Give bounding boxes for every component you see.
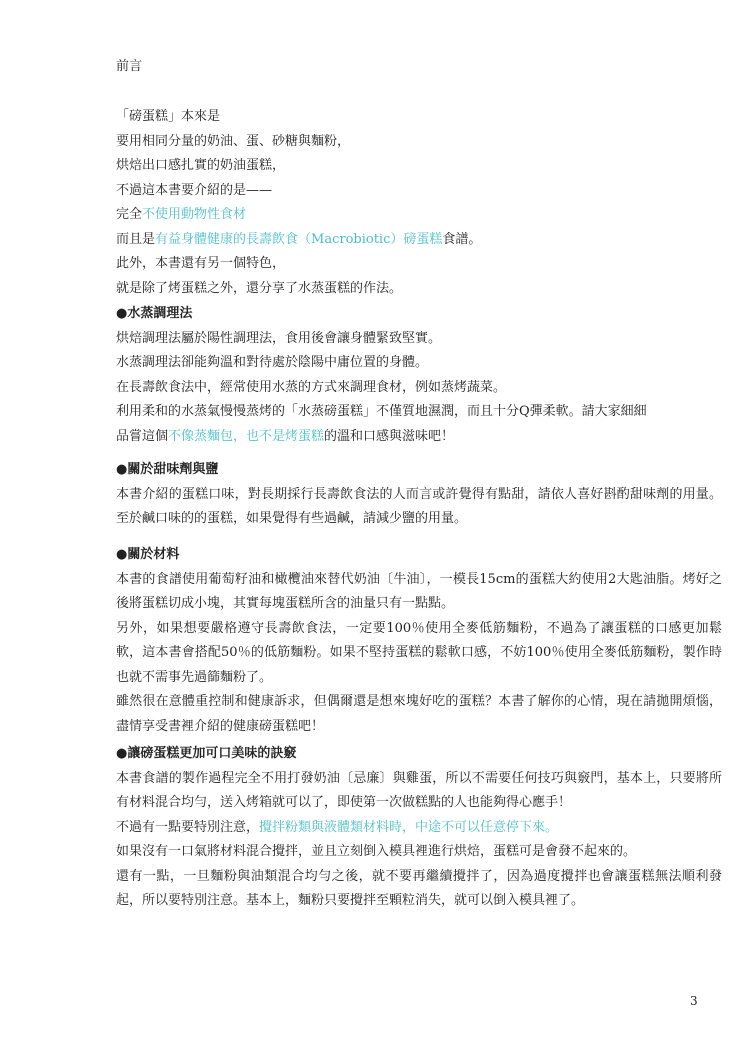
section-line — [116, 425, 722, 450]
intro-line6-tail: 食譜。 — [442, 231, 482, 247]
section-paragraph: 本書食譜的製作過程完全不用打發奶油〔忌廉〕與雞蛋，所以不需要任何技巧與竅門，基本上，只要將所有材料混合均勻，送入烤箱就可以了，即使第一次做糕點的人也能夠得心應手！ — [116, 770, 722, 810]
section-line-text: 不過有一點要特別注意， — [116, 819, 260, 835]
section-line-tail: 的溫和口感與滋味吧！ — [324, 428, 455, 444]
intro-line: 烘焙出口感扎實的奶油蛋糕， — [116, 158, 286, 173]
intro-line — [116, 203, 716, 228]
intro-line: 「磅蛋糕」本來是 — [116, 109, 221, 124]
section-paragraph: 本書介紹的蛋糕口味，對長期採行長壽飲食法的人而言或許覺得有點甜，請依人喜好斟酌甜味劑的用量。至於鹹口味的的蛋糕，如果覺得有些過鹹，請減少鹽的用量。 — [116, 486, 722, 526]
intro-line: 此外，本書還有另一個特色， — [116, 256, 286, 271]
page-title: 前言 — [116, 59, 143, 74]
section-ingredients — [116, 543, 722, 739]
intro-line6-text: 而且是 — [116, 231, 156, 247]
section-paragraph: 如果沒有一口氣將材料混合攪拌，並且立刻倒入模具裡進行烘焙，蛋糕可是會發不起來的。 — [116, 844, 637, 859]
section-heading: ●水蒸調理法 — [116, 306, 193, 321]
intro-line — [116, 228, 716, 253]
section-line: 利用柔和的水蒸氣慢慢蒸烤的「水蒸磅蛋糕」不僅質地濕潤，而且十分Q彈柔軟。請大家細細 — [116, 404, 647, 419]
section-line-highlight: 不像蒸麵包，也不是烤蛋糕 — [168, 428, 325, 444]
section-paragraph: 還有一點，一旦麵粉與油類混合均勻之後，就不要再繼續攪拌了，因為過度攪拌也會讓蛋糕無法順利發起，所以要特別注意。基本上，麵粉只要攪拌至顆粒消失，就可以倒入模具裡了。 — [116, 868, 722, 908]
section-line: 在長壽飲食法中，經常使用水蒸的方式來調理食材，例如蒸烤蔬菜。 — [116, 379, 507, 395]
section-heading: ●讓磅蛋糕更加可口美味的訣竅 — [116, 746, 297, 761]
section-line-highlight: 攪拌粉類與液體類材料時，中途不可以任意停下來。 — [259, 819, 559, 835]
page-number: 3 — [690, 994, 698, 1008]
section-tips — [116, 742, 722, 914]
section-paragraph: 本書的食譜使用葡萄籽油和橄欖油來替代奶油〔牛油〕，一模長15cm的蛋糕大約使用2大匙油脂。烤好之後將蛋糕切成小塊，其實每塊蛋糕所含的油量只有一點點。 — [116, 571, 722, 611]
intro-block — [116, 105, 716, 301]
intro-line: 就是除了烤蛋糕之外，還分享了水蒸蛋糕的作法。 — [116, 280, 403, 296]
section-sweetener-salt — [116, 458, 722, 532]
section-line: 烘焙調理法屬於陽性調理法，食用後會讓身體緊致堅實。 — [116, 330, 442, 346]
section-steaming — [116, 302, 722, 449]
section-line: 水蒸調理法卻能夠溫和對待處於陰陽中庸位置的身體。 — [116, 355, 429, 370]
section-line-text: 品嘗這個 — [116, 428, 169, 444]
intro-line5-highlight: 不使用動物性食材 — [142, 207, 247, 222]
intro-line6-highlight: 有益身體健康的長壽飲食（Macrobiotic）磅蛋糕 — [155, 231, 443, 247]
section-paragraph: 雖然很在意體重控制和健康訴求，但偶爾還是想來塊好吃的蛋糕？本書了解你的心情，現在請拋開煩惱，盡情享受書裡介紹的健康磅蛋糕吧！ — [116, 694, 722, 734]
intro-line: 要用相同分量的奶油、蛋、砂糖與麵粉， — [116, 133, 351, 149]
intro-line: 不過這本書要介紹的是—— — [116, 182, 273, 198]
section-paragraph: 另外，如果想要嚴格遵守長壽飲食法，一定要100％使用全麥低筋麵粉，不過為了讓蛋糕的口感更加鬆軟，這本書會搭配50％的低筋麵粉。如果不堅持蛋糕的鬆軟口感，不妨100％使用全麥低筋麵粉，製作時也就不需事先過篩麵粉了。 — [116, 620, 722, 685]
section-heading: ●關於材料 — [116, 547, 180, 562]
section-heading: ●關於甜味劑與鹽 — [116, 462, 219, 477]
section-line — [116, 816, 722, 841]
intro-line5-text: 完全 — [116, 207, 143, 222]
